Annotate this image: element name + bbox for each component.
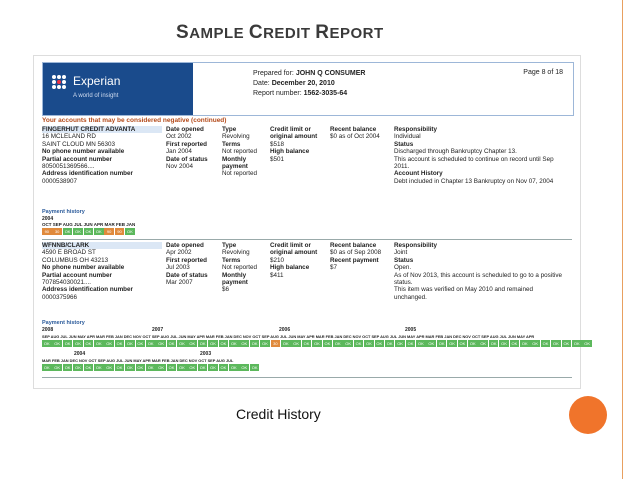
history-cell: OK (469, 341, 476, 346)
history-cell: OK (553, 341, 559, 346)
history-cell: OK (127, 365, 133, 370)
history-cell: OK (490, 341, 497, 346)
history-cell: OK (262, 341, 268, 346)
history-cell: OK (168, 341, 175, 346)
history-cell: OK (189, 341, 196, 346)
history-cell: 90 (42, 228, 52, 235)
history-months: SEP AUG JUL JUN MAY APR MAR FEB JAN DEC NOV OCT SEP AUG JUL JUN MAY APR MAR FEB JAN DEC NOV OCT SEP AUG JUL JUN MAY APR MAR FEB JAN DEC NOV OCT SEP AUG JUL JUN MAY APR MAR FEB JAN DEC NOV OCT SEP AUG JUL JUN MAY APR (42, 334, 535, 339)
orange-circle-decoration (569, 396, 607, 434)
history-cell: OK (251, 365, 258, 370)
report-header (42, 62, 574, 116)
history-cell: OK (241, 341, 248, 346)
divider (42, 239, 572, 240)
history-cell: OK (168, 365, 175, 370)
history-cell: 30 (52, 228, 62, 235)
history-cell: OK (127, 341, 133, 346)
history-cell: OK (116, 341, 123, 346)
history-cell: OK (573, 341, 580, 346)
history-year: 2007 (152, 327, 164, 333)
history-cell: OK (282, 341, 289, 346)
history-cell: OK (95, 341, 102, 346)
history-cell: 30 (271, 340, 281, 347)
history-cell: OK (314, 341, 320, 346)
history-year: 2006 (279, 327, 291, 333)
history-cell: OK (75, 229, 81, 234)
history-cell: OK (334, 341, 341, 346)
history-cell: OK (158, 365, 164, 370)
experian-dots-icon (50, 73, 68, 91)
history-cell: OK (376, 341, 383, 346)
history-cell: OK (158, 341, 164, 346)
history-cell: OK (241, 365, 248, 370)
history-months: OCT SEP AUG JUL JUN APR MAR FEB JAN (42, 222, 136, 227)
history-cell: OK (459, 341, 466, 346)
history-cell: OK (43, 365, 50, 370)
history-cell: OK (189, 365, 196, 370)
account-block: WFNNB/CLARK 4590 E BROAD ST COLUMBUS OH 43213 No phone number available Partial account number 707854030021.... Address identification number 0000375966 Date opened Apr 2002 First reported Jul 2003 Date of status Mar 2007 Type Revolving Terms Not reported Monthly payment $6 Credit limit or original amount $210 High balance $411 Recent balance $0 as of Sep 2008 Recent payment $7 Responsibility Joint Status Open. As of Nov 2013, this account is scheduled to go to a positive status. This item was verified on May 2010 and remained unchanged. (42, 242, 563, 301)
history-cell: OK (210, 365, 216, 370)
history-cell: OK (106, 341, 113, 346)
history-cell: OK (178, 341, 185, 346)
history-cell: OK (64, 229, 71, 234)
history-cell: OK (345, 341, 352, 346)
history-cell: OK (501, 341, 507, 346)
slide-title: SAMPLE CREDIT REPORT (176, 22, 384, 43)
history-cell: OK (449, 341, 455, 346)
history-cell: OK (147, 341, 154, 346)
history-cell: 90 (115, 228, 125, 235)
history-cell: OK (137, 365, 144, 370)
history-cell: OK (417, 341, 424, 346)
history-year: 2008 (42, 327, 54, 333)
history-cell: OK (355, 341, 362, 346)
history-cell: OK (293, 341, 300, 346)
history-cells (42, 364, 260, 371)
history-cell: OK (220, 341, 227, 346)
history-cell: OK (303, 341, 310, 346)
history-year: 2004 (42, 216, 54, 222)
history-cell: OK (95, 229, 102, 234)
history-cell: OK (75, 341, 81, 346)
history-cell: OK (127, 229, 133, 234)
history-cell: OK (106, 365, 113, 370)
account-block: FINGERHUT CREDIT ADVANTA 16 MCLELAND RD SAINT CLOUD MN 56303 No phone number available Partial account number 8050051369566.... Address identification number 0000538907 Date opened Oct 2002 First reported Jan 2004 Date of status Nov 2004 Type Revolving Terms Not reported Monthly payment Not reported Credit limit or original amount $518 High balance $501 Recent balance $0 as of Oct 2004 Responsibility Individual Status Discharged through Bankruptcy Chapter 13. This account is scheduled to continue on record until Sep 2011. Account History Debt included in Chapter 13 Bankruptcy on Nov 07, 2004 (42, 126, 554, 185)
payment-history-label: Payment history (42, 320, 85, 326)
payment-history-label: Payment history (42, 209, 85, 215)
history-cell: OK (75, 365, 81, 370)
divider (42, 377, 572, 378)
accent-divider (622, 0, 623, 479)
report-meta: Prepared for: JOHN Q CONSUMER Date: December 20, 2010 Report number: 1562-3035-64 (253, 70, 366, 97)
history-year: 2005 (405, 327, 417, 333)
history-cell: OK (563, 341, 570, 346)
history-cells (42, 228, 136, 235)
history-cell: OK (199, 365, 206, 370)
history-cell: OK (397, 341, 403, 346)
history-cell: OK (54, 365, 61, 370)
history-cell: OK (324, 341, 331, 346)
history-cell: OK (43, 341, 50, 346)
history-cell: OK (407, 341, 414, 346)
brand-tagline: A world of insight (73, 93, 119, 99)
history-cell: OK (137, 341, 144, 346)
history-year: 2004 (74, 351, 86, 357)
slide-caption: Credit History (236, 406, 321, 422)
history-cell: OK (532, 341, 539, 346)
history-cell: OK (85, 341, 92, 346)
history-cell: OK (480, 341, 487, 346)
history-cell: OK (178, 365, 185, 370)
history-cell: OK (95, 365, 102, 370)
brand-name: Experian (73, 74, 121, 88)
history-cell: OK (64, 365, 71, 370)
history-cell: OK (85, 229, 92, 234)
history-cell: OK (85, 365, 92, 370)
negative-section-title: Your accounts that may be considered negative (continued) (42, 117, 227, 124)
history-cell: OK (511, 341, 518, 346)
history-cell: OK (366, 341, 372, 346)
history-months: MAR FEB JAN DEC NOV OCT SEP AUG JUL JUN MAY APR MAR FEB JAN DEC NOV OCT SEP AUG JUL (42, 358, 234, 363)
history-cell: OK (230, 365, 237, 370)
history-cell: OK (251, 341, 258, 346)
history-cell: 90 (104, 228, 114, 235)
history-cell: OK (542, 341, 549, 346)
history-cells (42, 340, 593, 347)
history-cell: OK (521, 341, 528, 346)
history-cell: OK (220, 365, 227, 370)
history-cell: OK (584, 341, 590, 346)
history-cell: OK (428, 341, 435, 346)
history-cell: OK (147, 365, 154, 370)
history-cell: OK (199, 341, 206, 346)
history-cell: OK (116, 365, 123, 370)
history-cell: OK (386, 341, 393, 346)
page-indicator: Page 8 of 18 (523, 69, 563, 76)
experian-logo (43, 63, 193, 115)
history-cell: OK (230, 341, 237, 346)
credit-report-image (33, 55, 590, 389)
history-cell: OK (438, 341, 445, 346)
history-year: 2003 (200, 351, 212, 357)
history-cell: OK (64, 341, 71, 346)
history-cell: OK (54, 341, 61, 346)
history-cell: OK (210, 341, 216, 346)
